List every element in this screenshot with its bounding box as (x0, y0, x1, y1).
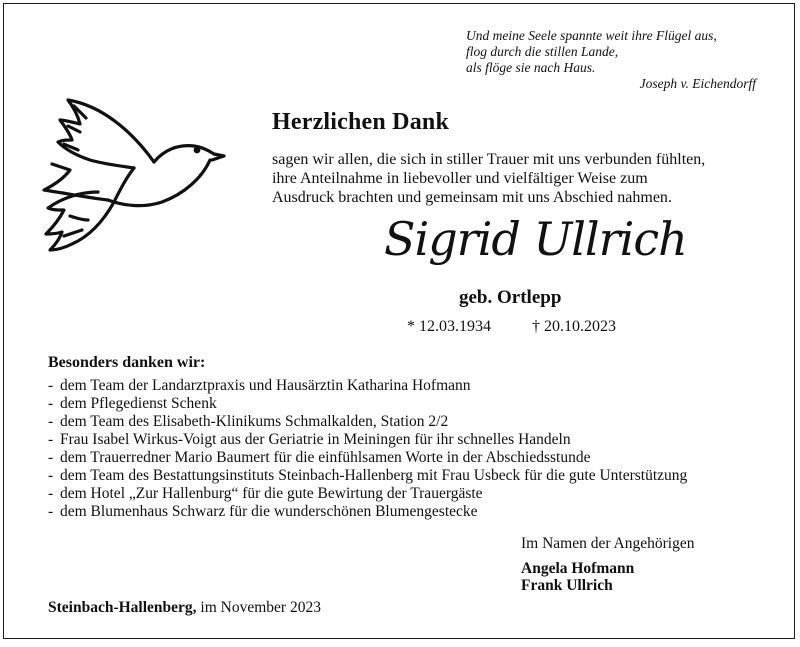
list-item: - dem Team des Bestattungsinstituts Steinbach-Hallenberg mit Frau Usbeck für die gute Unterstützung (48, 467, 688, 484)
list-item-text: dem Team des Elisabeth-Klinikums Schmalkalden, Station 2/2 (60, 413, 449, 430)
intro-line: Ausdruck brachten und gemeinsam mit uns Abschied nahmen. (272, 189, 672, 206)
list-item: - dem Pflegedienst Schenk (48, 395, 217, 412)
list-item-text: dem Team der Landarztpraxis und Hausärztin Katharina Hofmann (60, 377, 471, 394)
maiden-name: geb. Ortlepp (459, 287, 562, 308)
intro-line: ihre Anteilnahme in liebevoller und vielfältiger Weise zum (272, 170, 648, 187)
deceased-name: Sigrid Ullrich (384, 212, 687, 266)
signoff-label: Im Namen der Angehörigen (521, 535, 695, 552)
poem-author: Joseph v. Eichendorff (639, 76, 756, 91)
obituary-notice (3, 3, 795, 639)
poem-line: als flöge sie nach Haus. (466, 60, 596, 75)
place-date (48, 599, 321, 617)
list-item: - dem Hotel „Zur Hallenburg“ für die gute Bewirtung der Trauergäste (48, 485, 483, 502)
death-date: † 20.10.2023 (532, 318, 616, 335)
birth-date: * 12.03.1934 (407, 318, 491, 335)
page-title: Herzlichen Dank (272, 109, 449, 135)
list-item: - dem Team der Landarztpraxis und Hausärztin Katharina Hofmann (48, 377, 471, 394)
poem-line: flog durch die stillen Lande, (466, 44, 619, 59)
date-text: im November 2023 (196, 599, 321, 616)
intro-line: sagen wir allen, die sich in stiller Trauer mit uns verbunden fühlten, (272, 151, 706, 168)
list-item: - Frau Isabel Wirkus-Voigt aus der Geriatrie in Meiningen für ihr schnelles Handeln (48, 431, 571, 448)
list-item-text: Frau Isabel Wirkus-Voigt aus der Geriatrie in Meiningen für ihr schnelles Handeln (60, 431, 571, 448)
intro-text (272, 150, 772, 207)
poem-line: Und meine Seele spannte weit ihre Flügel aus, (466, 28, 717, 43)
list-item-text: dem Team des Bestattungsinstituts Steinbach-Hallenberg mit Frau Usbeck für die gute Unterstützung (60, 467, 688, 484)
poem-quote (466, 28, 766, 92)
list-item: - dem Team des Elisabeth-Klinikums Schmalkalden, Station 2/2 (48, 413, 449, 430)
list-item-text: dem Pflegedienst Schenk (60, 395, 217, 412)
list-item-text: dem Trauerredner Mario Baumert für die einfühlsamen Worte in der Abschiedsstunde (60, 449, 591, 466)
signer-name: Angela Hofmann (521, 560, 635, 577)
dove-icon (34, 94, 234, 259)
place-name: Steinbach-Hallenberg, (48, 599, 197, 616)
list-item: - dem Trauerredner Mario Baumert für die einfühlsamen Worte in der Abschiedsstunde (48, 449, 591, 466)
signer-name: Frank Ullrich (521, 577, 613, 594)
list-item-text: dem Hotel „Zur Hallenburg“ für die gute Bewirtung der Trauergäste (60, 485, 483, 502)
list-item-text: dem Blumenhaus Schwarz für die wunderschönen Blumengestecke (60, 503, 478, 520)
list-item: - dem Blumenhaus Schwarz für die wunderschönen Blumengestecke (48, 503, 478, 520)
thanks-list (48, 377, 687, 521)
thanks-title: Besonders danken wir: (48, 354, 206, 371)
